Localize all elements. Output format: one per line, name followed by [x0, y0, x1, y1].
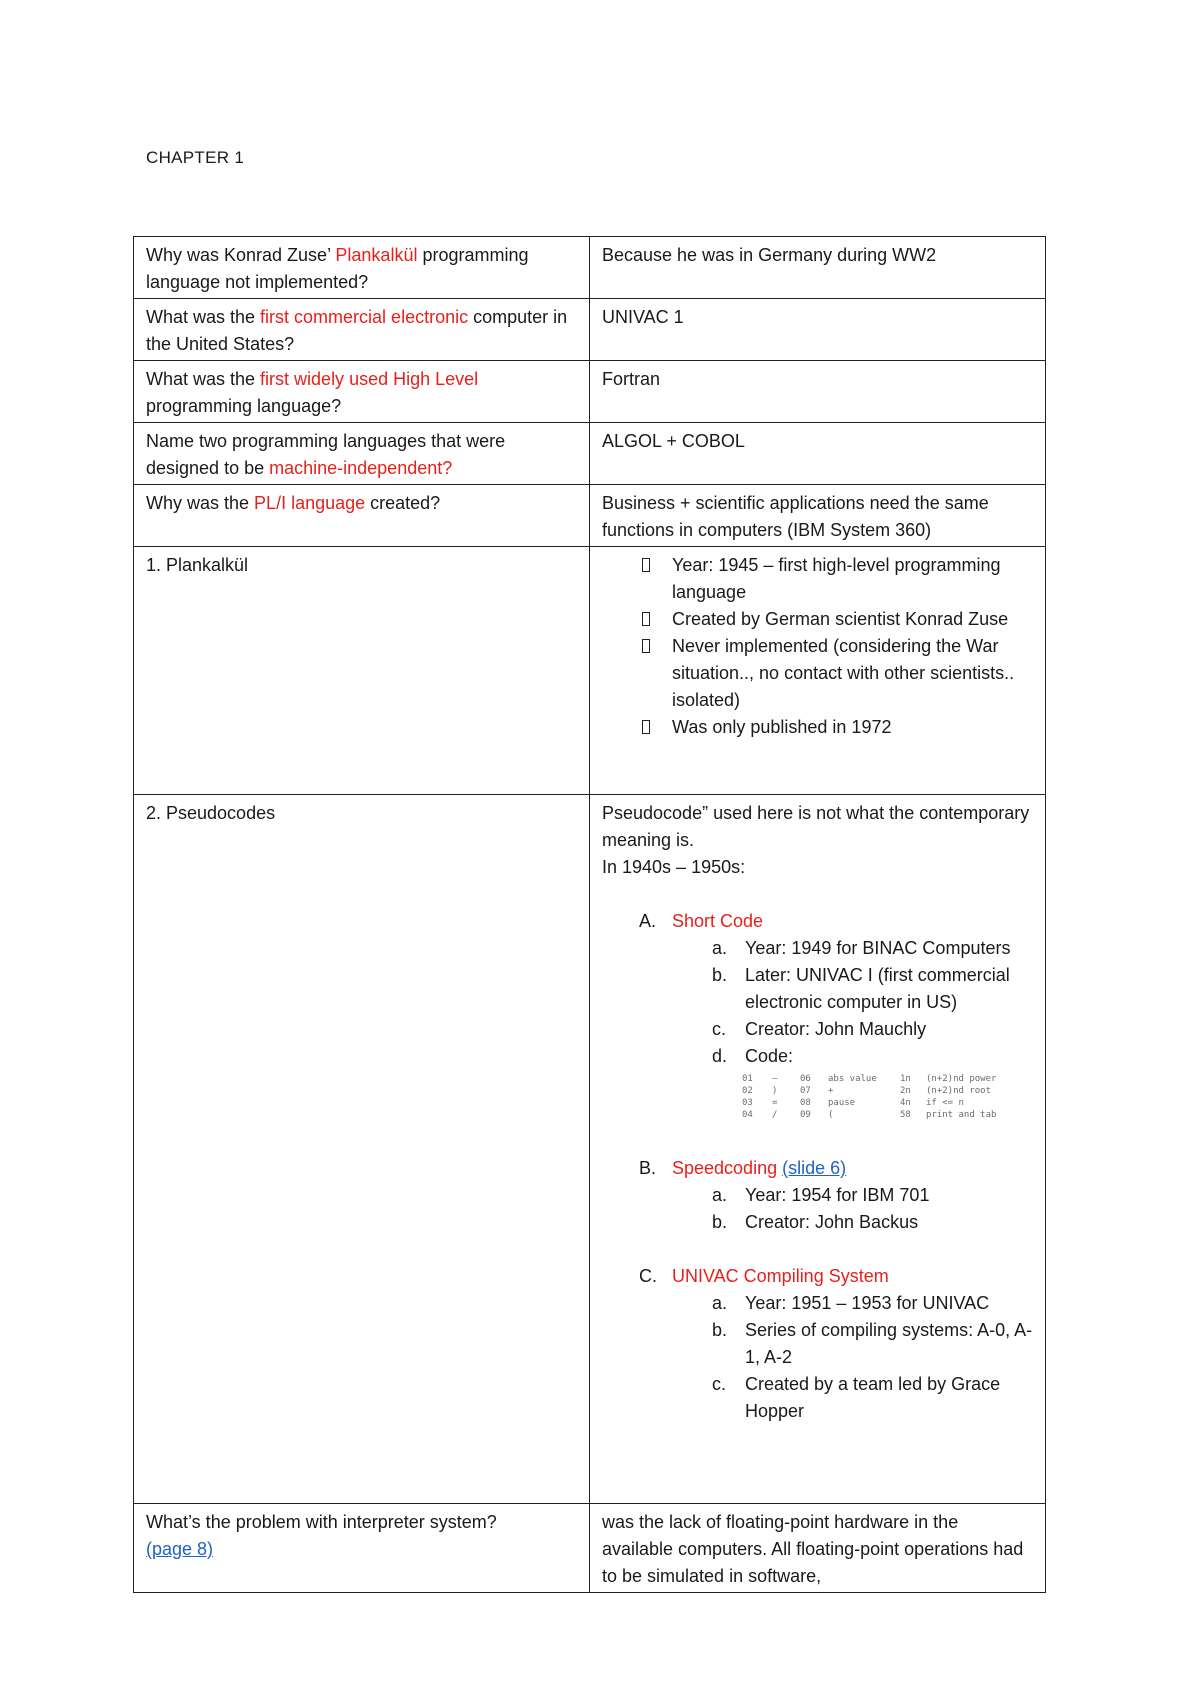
answer-cell: ALGOL + COBOL [590, 423, 1046, 485]
bullet-glyph-icon [642, 612, 650, 626]
list-item: d. Code: [712, 1046, 794, 1066]
bullet-text: Year: 1945 – first high-level programming language [672, 555, 1001, 602]
bullet-text: Never implemented (considering the War situation.., no contact with other scientists.. isolated) [672, 636, 1015, 710]
table-row [134, 237, 1046, 299]
code-cell: 58 [900, 1110, 911, 1120]
code-cell: 02 [742, 1086, 753, 1096]
code-cell: 09 [800, 1110, 811, 1120]
code-cell: 2n [900, 1086, 911, 1096]
code-cell: (n+2)nd power [926, 1074, 997, 1084]
code-cell: 06 [800, 1074, 811, 1084]
answer-cell: UNIVAC 1 [590, 299, 1046, 361]
slide-6-link[interactable]: (slide 6) [782, 1158, 847, 1178]
bullet-glyph-icon [642, 639, 650, 653]
question-cell: What was the first widely used High Level programming language? [134, 361, 590, 423]
pseudocodes-details [590, 795, 1046, 1504]
answer-cell: Fortran [590, 361, 1046, 423]
pseudocode-intro: Pseudocode” used here is not what the contemporary meaning is. [602, 803, 1030, 850]
list-item: a. Year: 1951 – 1953 for UNIVAC [712, 1293, 990, 1313]
bullet-glyph-icon [642, 720, 650, 734]
code-cell: 01 [742, 1074, 753, 1084]
question-cell: Why was Konrad Zuse’ Plankalkül programming language not implemented? [134, 237, 590, 299]
code-cell: = [772, 1098, 778, 1108]
list-item: a. Year: 1949 for BINAC Computers [712, 938, 1011, 958]
table-row [134, 423, 1046, 485]
code-cell: pause [828, 1098, 856, 1108]
question-cell: Name two programming languages that were designed to be machine-independent? [134, 423, 590, 485]
code-cell: abs value [828, 1074, 877, 1084]
short-code-heading: Short Code [672, 911, 764, 931]
code-cell: / [772, 1110, 778, 1120]
code-cell: 4n [900, 1098, 911, 1108]
chapter-heading: CHAPTER 1 [146, 148, 245, 167]
pseudocodes-title: 2. Pseudocodes [134, 795, 590, 1504]
page-8-link[interactable]: (page 8) [146, 1539, 214, 1559]
code-cell: + [828, 1086, 834, 1096]
code-cell: ( [828, 1110, 834, 1120]
code-cell: 04 [742, 1110, 753, 1120]
code-cell: 1n [900, 1074, 911, 1084]
list-item: c. Creator: John Mauchly [712, 1019, 927, 1039]
answer-cell: Business + scientific applications need the same functions in computers (IBM System 360) [590, 485, 1046, 547]
plankalkul-details [590, 547, 1046, 795]
code-cell: – [772, 1074, 778, 1084]
list-item [602, 633, 1033, 714]
interpreter-answer: was the lack of floating-point hardware in the available computers. All floating-point operations had to be simulated in software, [590, 1504, 1046, 1593]
interpreter-question: What’s the problem with interpreter system? (page 8) [134, 1504, 590, 1593]
list-item: b. Later: UNIVAC I (first commercial electronic computer in US) [712, 965, 1010, 1012]
code-cell: 03 [742, 1098, 753, 1108]
code-cell: 07 [800, 1086, 811, 1096]
table-row-pseudocodes [134, 795, 1046, 1504]
bullet-text: Created by German scientist Konrad Zuse [672, 609, 1009, 629]
table-row-plankalkul [134, 547, 1046, 795]
list-item [602, 714, 1033, 741]
code-cell: (n+2)nd root [926, 1086, 992, 1096]
table-row [134, 299, 1046, 361]
qa-table [133, 236, 1046, 1593]
pseudocode-era: In 1940s – 1950s: [602, 857, 746, 877]
section-univac-compiling: C. UNIVAC Compiling System [639, 1266, 889, 1286]
answer-cell: Because he was in Germany during WW2 [590, 237, 1046, 299]
list-item: b. Series of compiling systems: A-0, A-1, A-2 [712, 1320, 1033, 1367]
univac-compiling-heading: UNIVAC Compiling System [672, 1266, 889, 1286]
question-cell: What was the first commercial electronic computer in the United States? [134, 299, 590, 361]
question-cell: Why was the PL/I language created? [134, 485, 590, 547]
code-cell: if <= n [926, 1098, 964, 1108]
code-cell: print and tab [926, 1110, 997, 1120]
section-short-code: A. Short Code [639, 911, 764, 931]
plankalkul-bullet-list [602, 552, 1033, 767]
code-cell: 08 [800, 1098, 811, 1108]
bullet-glyph-icon [642, 558, 650, 572]
table-row [134, 485, 1046, 547]
plankalkul-title: 1. Plankalkül [134, 547, 590, 795]
list-item [602, 552, 1033, 606]
speedcoding-heading: Speedcoding [672, 1158, 778, 1178]
section-speedcoding: B. Speedcoding (slide 6) [639, 1158, 847, 1178]
list-item [602, 606, 1033, 633]
list-item: c. Created by a team led by Grace Hopper [712, 1374, 1001, 1421]
list-item: b. Creator: John Backus [712, 1212, 919, 1232]
code-cell: ) [772, 1086, 778, 1096]
bullet-text: Was only published in 1972 [672, 717, 892, 737]
short-code-table-image [740, 1070, 1012, 1126]
list-item: a. Year: 1954 for IBM 701 [712, 1185, 930, 1205]
table-row [134, 361, 1046, 423]
table-row-interpreter [134, 1504, 1046, 1593]
